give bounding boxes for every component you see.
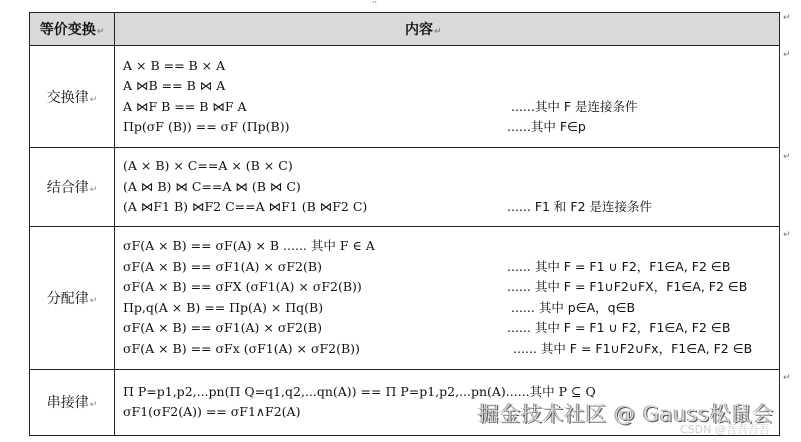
law-name: 结合律↵ xyxy=(30,148,115,227)
formula-line: Πp(σF (B)) == σF (Πp(B)) ......其中 F∈p xyxy=(123,119,586,134)
formula-line: σF(A × B) == σFx (σF1(A) × σF2(B)) ...... 其中 F = F1∪F2∪Fx，F1∈A, F2 ∈B xyxy=(123,340,753,356)
header-content: 内容↵ xyxy=(115,13,780,46)
law-name: 串接律↵ xyxy=(30,369,115,435)
table-row-commutative xyxy=(30,46,780,148)
law-name: 分配律↵ xyxy=(30,226,115,369)
top-marker: ·· xyxy=(372,0,378,7)
paragraph-mark: ↵ xyxy=(783,152,791,162)
table-row-distributive xyxy=(30,226,780,369)
formula-line: A × B == B × A xyxy=(123,57,226,73)
formula-line: σF(A × B) == σF1(A) × σF2(B) ...... 其中 F = F1 ∪ F2，F1∈A, F2 ∈B xyxy=(123,258,731,274)
law-content xyxy=(115,148,780,227)
formula-line: σF1(σF2(A)) == σF1∧F2(A) xyxy=(123,404,301,419)
formula-line: σF(A × B) == σFX (σF1(A) × σF2(B)) ...... 其中 F = F1∪F2∪FX，F1∈A, F2 ∈B xyxy=(123,279,748,294)
formula-line: σF(A × B) == σF1(A) × σF2(B) ...... 其中 F = F1 ∪ F2，F1∈A, F2 ∈B xyxy=(123,320,731,335)
table-row-associative xyxy=(30,148,780,227)
equivalence-transform-table xyxy=(29,12,780,436)
formula-line: A ⋈F B == B ⋈F A ......其中 F 是连接条件 xyxy=(123,98,638,114)
formula-line: (A ⋈ B) ⋈ C==A ⋈ (B ⋈ C) xyxy=(123,178,301,194)
paragraph-mark: ↵ xyxy=(783,13,791,23)
table-header-row xyxy=(30,13,780,46)
law-content xyxy=(115,46,780,148)
formula-line: Πp,q(A × B) == Πp(A) × Πq(B) ...... 其中 p∈A，q∈B xyxy=(123,299,636,315)
paragraph-mark: ↵ xyxy=(783,50,791,60)
formula-line: Π P=p1,p2,...pn(Π Q=q1,q2,...qn(A)) == Π P=p1,p2,...pn(A)......其中 P ⊆ Q xyxy=(123,383,596,399)
formula-line: σF(A × B) == σF(A) × B ...... 其中 F ∈ A xyxy=(123,238,375,253)
watermark-csdn: CSDN @吾吾吾吾 xyxy=(680,423,770,436)
law-content xyxy=(115,226,780,369)
law-name: 交换律↵ xyxy=(30,46,115,148)
paragraph-mark: ↵ xyxy=(783,230,791,240)
formula-line: A ⋈B == B ⋈ A xyxy=(123,78,226,93)
watermark-juejin: 掘金技术社区 @ Gauss松鼠会 xyxy=(478,402,775,426)
paragraph-mark: ↵ xyxy=(783,373,791,383)
formula-line: (A × B) × C==A × (B × C) xyxy=(123,158,293,173)
header-equivalence-transform: 等价变换↵ xyxy=(30,13,115,46)
formula-line: (A ⋈F1 B) ⋈F2 C==A ⋈F1 (B ⋈F2 C) ...... F1 和 F2 是连接条件 xyxy=(123,199,653,214)
